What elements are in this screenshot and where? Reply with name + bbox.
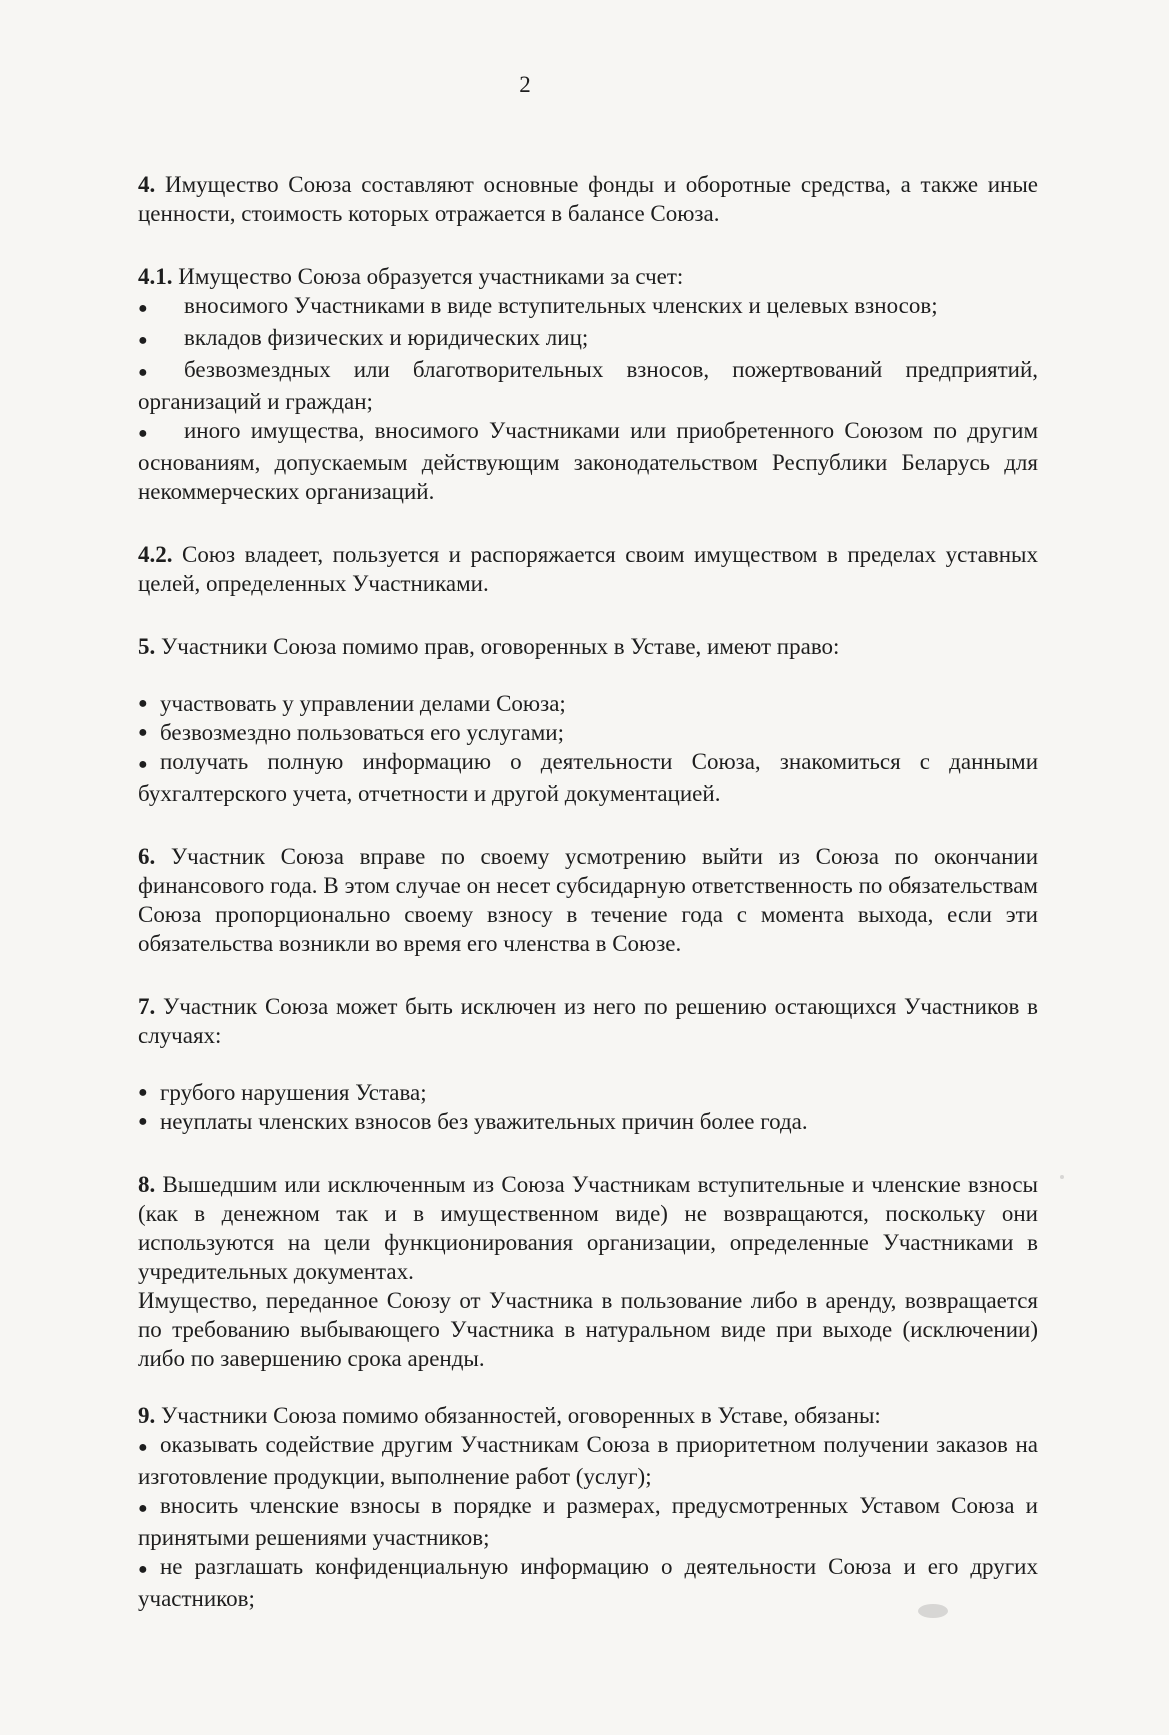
section-4 bbox=[138, 170, 1038, 228]
bullet-icon: ● bbox=[138, 1561, 148, 1578]
section-number: 7. bbox=[138, 994, 156, 1019]
list-item-text: иного имущества, вносимого Участниками или приобретенного Союзом по другим основаниям, допускаемым действующим законодательством Республики Беларусь для некоммерческих организаций. bbox=[138, 418, 1038, 504]
section-text: Вышедшим или исключенным из Союза Участникам вступительные и членские взносы (как в денежном так и в имущественном виде) не возвращаются, поскольку они используются на цели функционирования организации, определенные Участниками в учредительных документах. bbox=[138, 1172, 1039, 1284]
section-5 bbox=[138, 632, 1038, 661]
list-item bbox=[138, 323, 1038, 355]
section-8 bbox=[138, 1170, 1038, 1286]
section-number: 5. bbox=[138, 634, 156, 659]
section-6 bbox=[138, 842, 1038, 958]
list-item-text: грубого нарушения Устава; bbox=[160, 1080, 427, 1105]
section-number: 8. bbox=[138, 1172, 156, 1197]
list-item bbox=[138, 1430, 1038, 1491]
list-item-text: оказывать содействие другим Участникам Союза в приоритетном получении заказов на изготовление продукции, выполнение работ (услуг); bbox=[138, 1432, 1038, 1489]
document-body bbox=[138, 170, 1038, 1613]
list-item bbox=[138, 291, 1038, 323]
section-text: Участник Союза вправе по своему усмотрению выйти из Союза по окончании финансового года. В этом случае он несет субсидарную ответственность по обязательствам Союза пропорционально своему взносу в течение года с момента выхода, если эти обязательства возникли во время его членства в Союзе. bbox=[138, 844, 1039, 956]
section-text: Союз владеет, пользуется и распоряжается своим имуществом в пределах уставных целей, определенных Участниками. bbox=[138, 542, 1039, 596]
section-4-1 bbox=[138, 262, 1038, 291]
section-number: 6. bbox=[138, 844, 156, 869]
list-item-text: безвозмездно пользоваться его услугами; bbox=[160, 720, 564, 745]
bullet-icon: ● bbox=[138, 425, 148, 442]
section-8-continued bbox=[138, 1286, 1038, 1373]
section-text: Участники Союза помимо прав, оговоренных в Уставе, имеют право: bbox=[161, 634, 840, 659]
bullet-icon: ● bbox=[138, 1113, 148, 1130]
scan-speck bbox=[1060, 1175, 1064, 1179]
section-text: Имущество, переданное Союзу от Участника в пользование либо в аренду, возвращается по требованию выбывающего Участника в натуральном виде при выходе (исключении) либо по завершению срока аренды. bbox=[138, 1288, 1038, 1371]
bullet-icon: ● bbox=[138, 300, 148, 317]
list-item-text: вносимого Участниками в виде вступительных членских и целевых взносов; bbox=[184, 293, 938, 318]
bullet-icon: ● bbox=[138, 695, 148, 712]
list-item bbox=[138, 1491, 1038, 1552]
section-text: Имущество Союза образуется участниками за счет: bbox=[178, 264, 684, 289]
list-item-text: получать полную информацию о деятельности Союза, знакомиться с данными бухгалтерского учета, отчетности и другой документацией. bbox=[138, 749, 1038, 806]
bullet-icon: ● bbox=[138, 1084, 148, 1101]
bullet-icon: ● bbox=[138, 724, 148, 741]
bullet-icon: ● bbox=[138, 756, 148, 773]
section-number: 4.1. bbox=[138, 264, 173, 289]
scan-smudge bbox=[918, 1604, 948, 1618]
list-item bbox=[138, 416, 1038, 506]
section-number: 4.2. bbox=[138, 542, 173, 567]
bullet-icon: ● bbox=[138, 1439, 148, 1456]
section-text: Имущество Союза составляют основные фонды и оборотные средства, а также иные ценности, стоимость которых отражается в балансе Союза. bbox=[138, 172, 1039, 226]
section-text: Участник Союза может быть исключен из него по решению остающихся Участников в случаях: bbox=[138, 994, 1039, 1048]
list-item-text: не разглашать конфиденциальную информацию о деятельности Союза и его других участников; bbox=[138, 1554, 1038, 1611]
list-item bbox=[138, 1552, 1038, 1613]
list-item bbox=[138, 1107, 1038, 1136]
section-7 bbox=[138, 992, 1038, 1050]
list-item bbox=[138, 747, 1038, 808]
bullet-icon: ● bbox=[138, 1500, 148, 1517]
list-item-text: вносить членские взносы в порядке и размерах, предусмотренных Уставом Союза и принятыми решениями участников; bbox=[138, 1493, 1038, 1550]
bullet-icon: ● bbox=[138, 364, 148, 381]
list-item bbox=[138, 689, 1038, 718]
list-item-text: вкладов физических и юридических лиц; bbox=[184, 325, 589, 350]
page-number: 2 bbox=[519, 72, 531, 97]
list-item bbox=[138, 355, 1038, 416]
list-item-text: неуплаты членских взносов без уважительных причин более года. bbox=[160, 1109, 808, 1134]
list-item-text: безвозмездных или благотворительных взносов, пожертвований предприятий, организаций и граждан; bbox=[138, 357, 1038, 414]
section-4-2 bbox=[138, 540, 1038, 598]
section-number: 9. bbox=[138, 1403, 156, 1428]
section-text: Участники Союза помимо обязанностей, оговоренных в Уставе, обязаны: bbox=[161, 1403, 881, 1428]
section-9 bbox=[138, 1401, 1038, 1430]
bullet-icon: ● bbox=[138, 332, 148, 349]
list-item bbox=[138, 718, 1038, 747]
list-item-text: участвовать у управлении делами Союза; bbox=[160, 691, 566, 716]
list-item bbox=[138, 1078, 1038, 1107]
section-number: 4. bbox=[138, 172, 156, 197]
